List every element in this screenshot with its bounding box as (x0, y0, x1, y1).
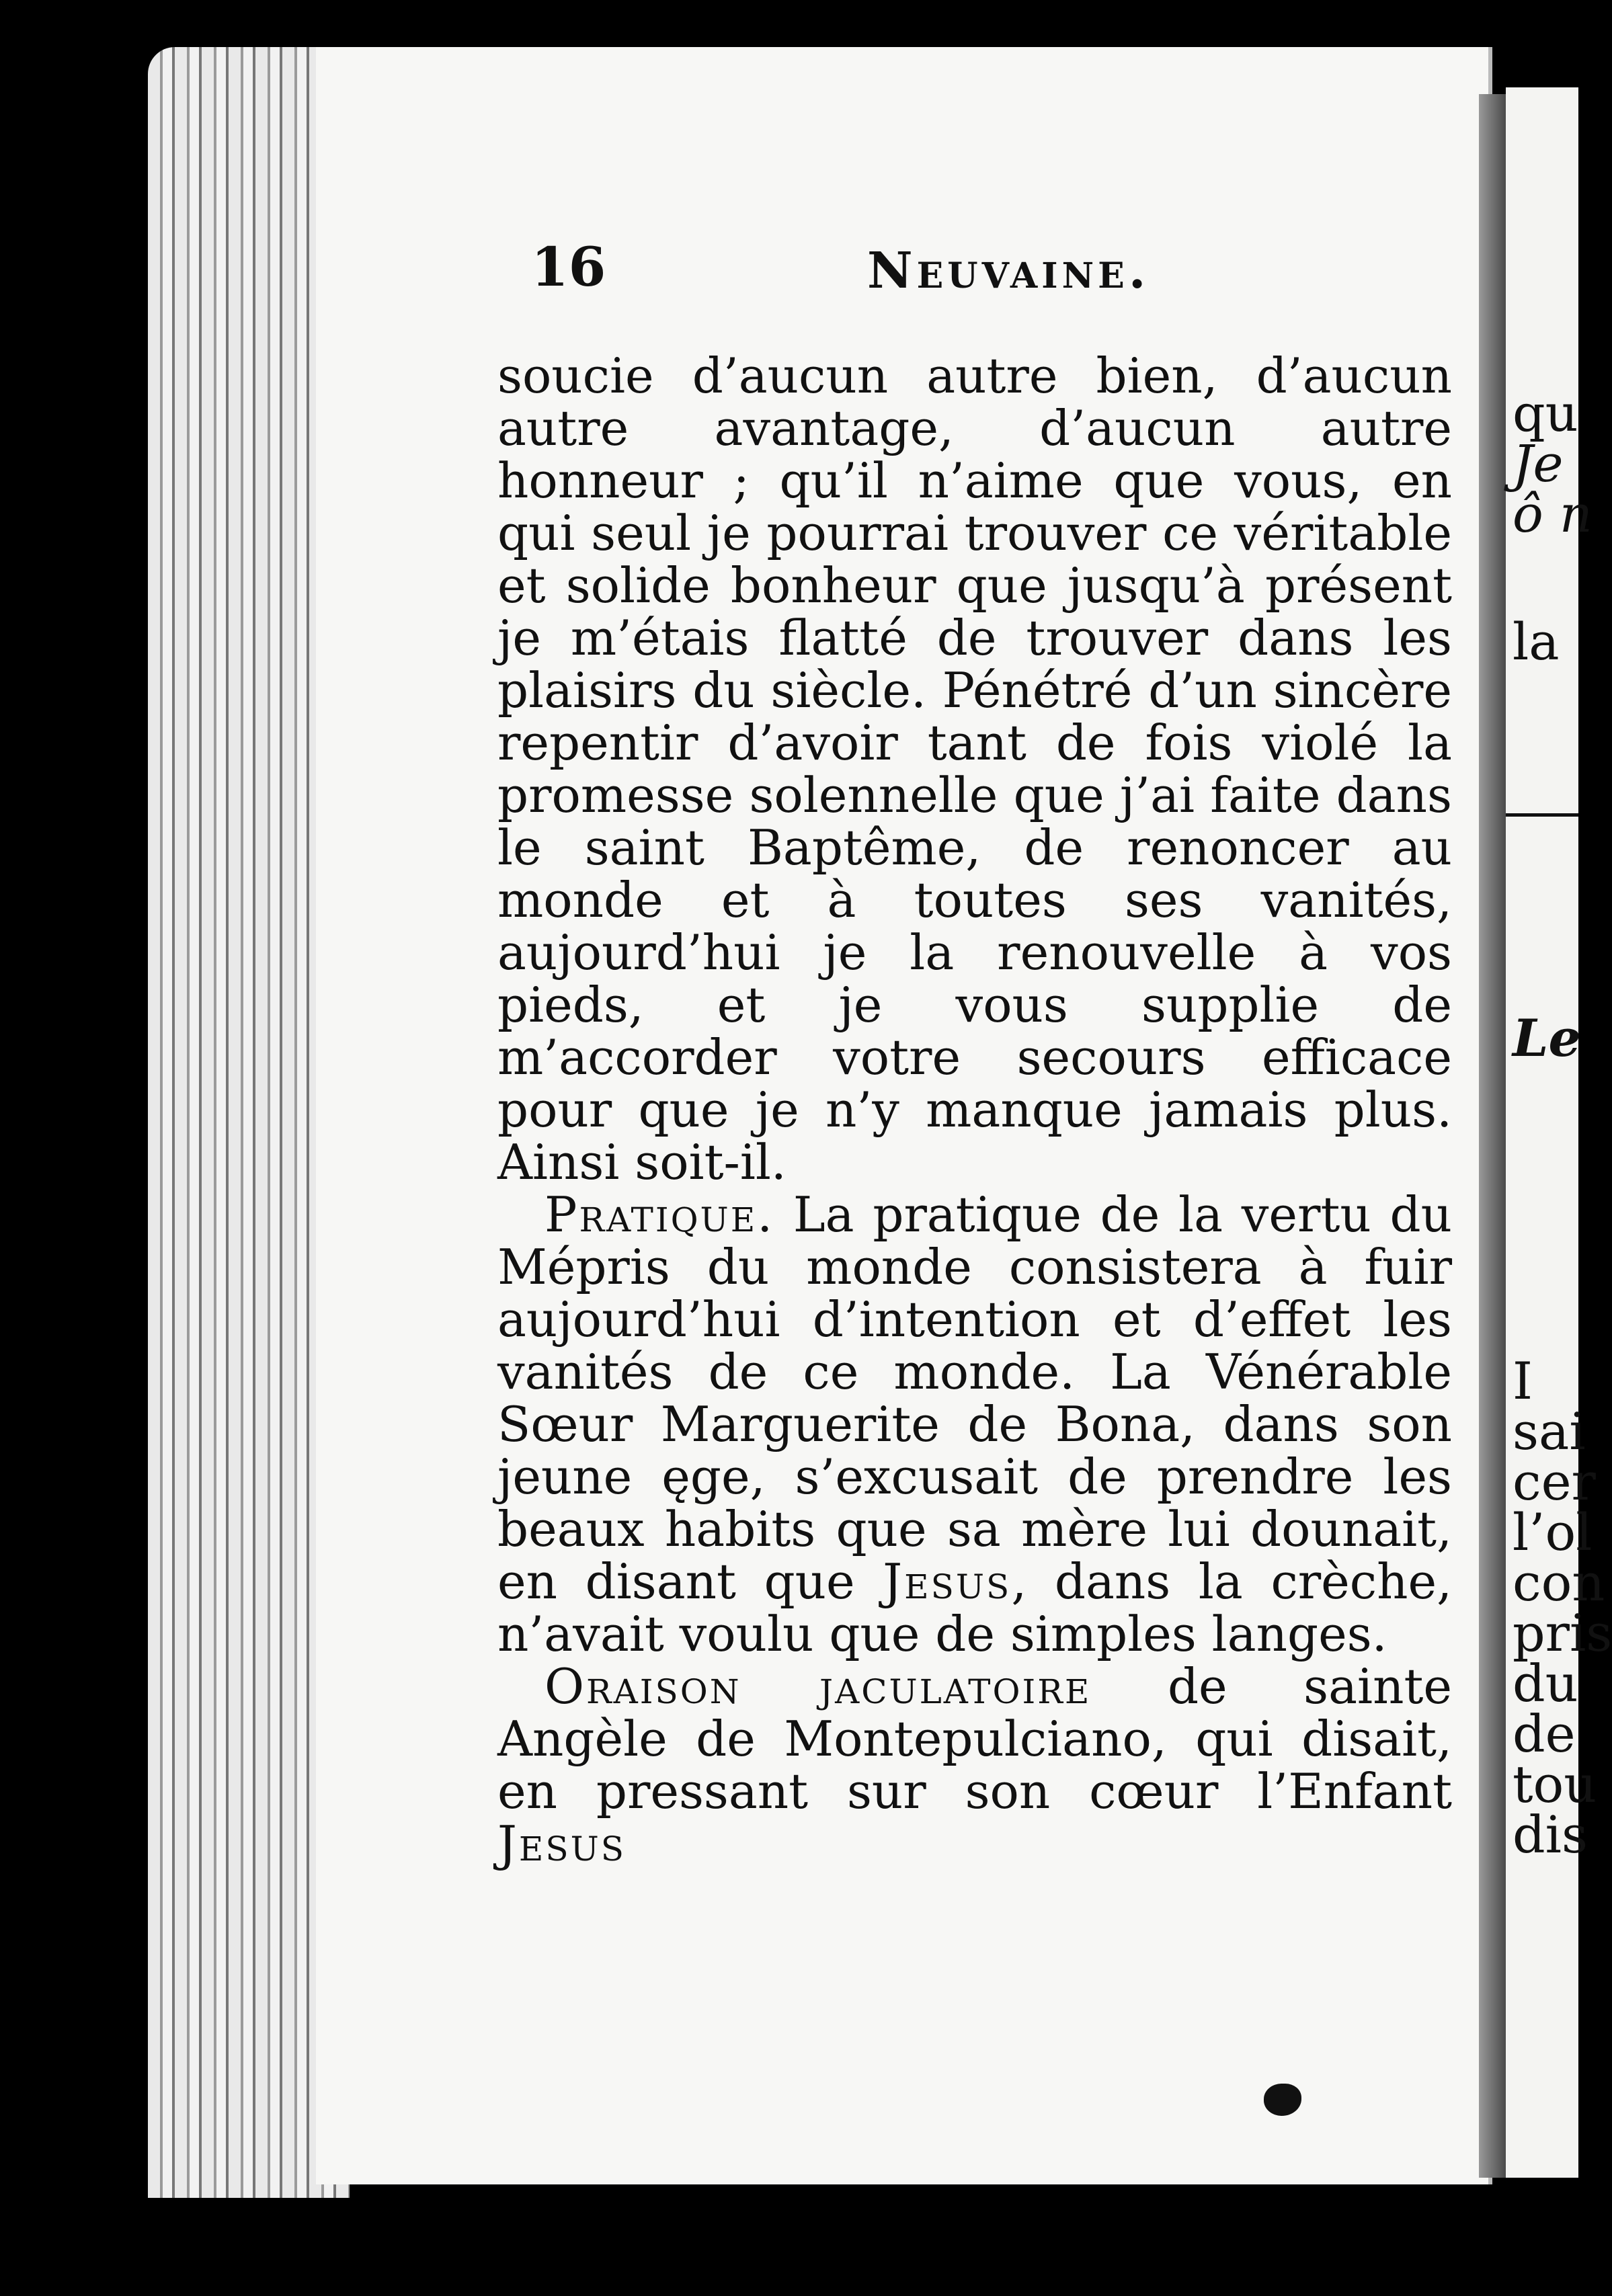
facing-text-fragment: cer (1513, 1452, 1596, 1512)
facing-text-fragment: l’ol (1513, 1502, 1593, 1562)
facing-text-fragment: la (1513, 612, 1560, 671)
facing-text-fragment: tou (1513, 1754, 1597, 1814)
paragraph-oraison (497, 1660, 1452, 1870)
paragraph-pratique (497, 1188, 1452, 1660)
page-header (531, 235, 1472, 316)
facing-text-fragment: I (1513, 1351, 1533, 1411)
page-number: 16 (531, 235, 606, 298)
running-title: Neuvaine. (867, 242, 1150, 300)
oraison-heading: Oraison jaculatoire (545, 1658, 1092, 1715)
facing-text-fragment: du (1513, 1653, 1578, 1713)
facing-text-fragment: Je (1513, 434, 1564, 493)
paragraph-prayer: soucie d’aucun autre bien, d’aucun autre avantage, d’aucun autre honneur ; qu’il n’aime que vous, en qui seul je pourrai trouver ce véritable et solide bonheur que jusqu’à présent je m’étais flatté de trouver dans les plaisirs du siècle. Pénétré d’un sincère repentir d’avoir tant de fois violé la promesse solennelle que j’ai faite dans le saint Baptême, de renoncer au monde et à toutes ses vanités, aujourd’hui je la renouvelle à vos pieds, et je vous supplie de m’accorder votre secours efficace pour que je n’y manque jamais plus. Ainsi soit-il. (497, 347, 1452, 1190)
jesus-name: Jesus (883, 1553, 1012, 1610)
page-body (497, 347, 1452, 1872)
facing-text-fragment: pris (1513, 1603, 1612, 1663)
facing-text-fragment: de (1513, 1704, 1576, 1764)
facing-text-fragment: dis (1513, 1805, 1588, 1864)
facing-text-fragment: qu (1513, 383, 1578, 443)
facing-text-fragment: Le (1513, 1008, 1581, 1068)
pratique-text: La pratique de la vertu du Mépris du monde consistera à fuir aujourd’hui d’intention et d’effet les vanités de ce monde. La Vénérable Sœur Marguerite de Bona, dans son jeune ęge, s’excusait de prendre les beaux habits que sa mère lui dounait, en disant que (497, 1186, 1452, 1610)
book-gutter (1479, 94, 1506, 2178)
facing-text-fragment: ô n (1513, 484, 1593, 544)
pratique-text-end: , dans la crèche, n’avait voulu que de simples langes. (497, 1553, 1452, 1662)
pratique-heading: Pratique. (545, 1186, 775, 1243)
facing-rule (1506, 813, 1578, 817)
jesus-name: Jesus (497, 1815, 627, 1872)
oraison-text: de sainte Angèle de Montepulciano, qui disait, en pressant sur son cœur l’Enfant (497, 1658, 1452, 1819)
facing-page-fragment (1506, 87, 1612, 2178)
facing-text-fragment: sai (1513, 1401, 1586, 1461)
facing-text-fragment: con (1513, 1553, 1605, 1612)
